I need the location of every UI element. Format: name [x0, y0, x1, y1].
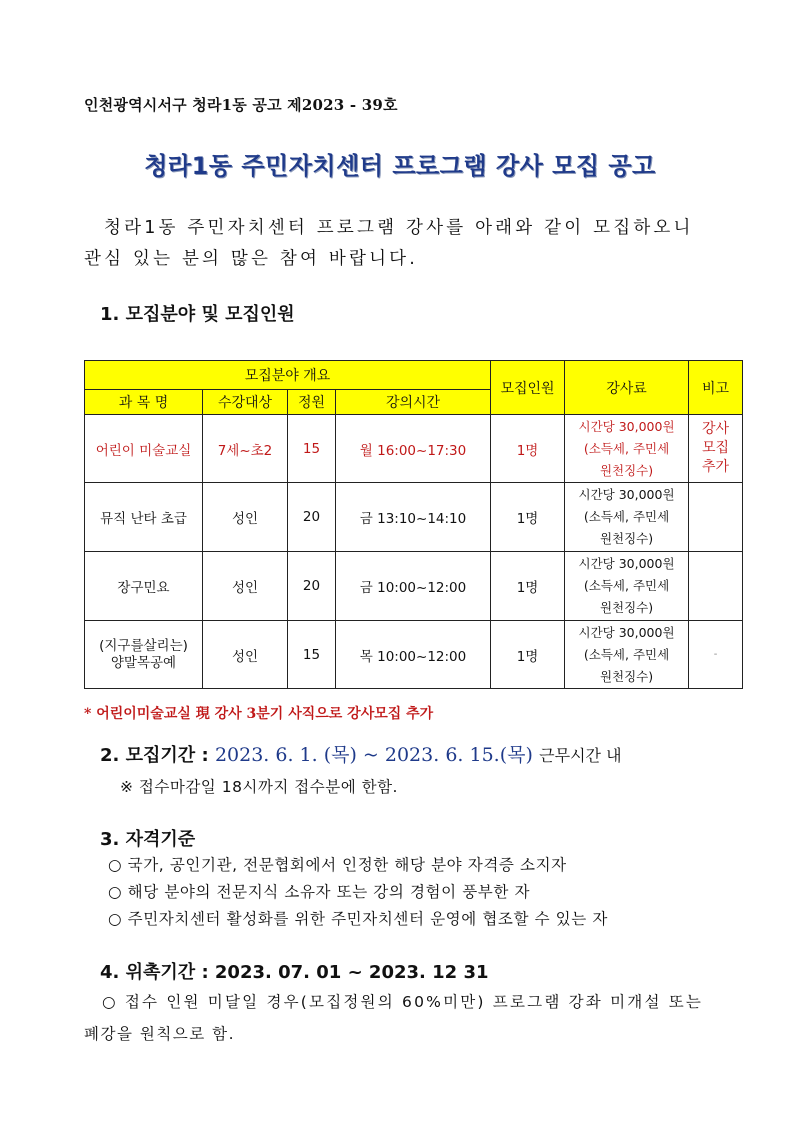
cell-subject: 어린이 미술교실 [85, 415, 203, 483]
cell-recruit-count: 1명 [491, 415, 565, 483]
header-target: 수강대상 [203, 390, 288, 415]
section-3-heading: 3. 자격기준 [100, 829, 196, 850]
table-footnote: * 어린이미술교실 現 강사 3분기 사직으로 강사모집 추가 [84, 706, 434, 722]
fee-line: 시간당 30,000원 [578, 624, 675, 640]
recruit-period-suffix: 근무시간 내 [539, 746, 622, 765]
cell-recruit-count: 1명 [491, 552, 565, 621]
header-subject: 과 목 명 [85, 390, 203, 415]
cell-fee [565, 552, 689, 621]
table-row [85, 483, 743, 552]
fee-line: 원천징수) [599, 668, 654, 684]
cell-capacity: 20 [288, 483, 336, 552]
cell-fee [565, 621, 689, 689]
cell-remark [689, 415, 743, 483]
fee-line: (소득세, 주민세 [583, 578, 670, 593]
header-fee: 강사료 [565, 361, 689, 415]
cell-subject: 뮤직 난타 초급 [85, 483, 203, 552]
section-1-heading: 1. 모집분야 및 모집인원 [100, 304, 295, 325]
remark-line: 강사 [702, 421, 730, 437]
intro-line-1: 청라1동 주민자치센터 프로그램 강사를 아래와 같이 모집하오니 [104, 218, 694, 238]
cell-capacity: 20 [288, 552, 336, 621]
fee-line: 시간당 30,000원 [578, 487, 675, 502]
fee-line: 시간당 30,000원 [578, 418, 675, 434]
recruit-table [84, 360, 743, 689]
section-4-heading: 4. 위촉기간 : 2023. 07. 01 ~ 2023. 12 31 [100, 962, 489, 983]
cell-remark [689, 483, 743, 552]
fee-line: (소득세, 주민세 [583, 440, 670, 456]
section-2-label: 2. 모집기간 : [100, 745, 209, 766]
criteria-item: ○ 국가, 공인기관, 전문협회에서 인정한 해당 분야 자격증 소지자 [108, 856, 567, 874]
fee-line: 시간당 30,000원 [578, 556, 675, 571]
subject-line: (지구를살리는) [99, 637, 188, 654]
remark-line: 추가 [702, 459, 730, 475]
cell-fee [565, 415, 689, 483]
cell-time: 금 13:10~14:10 [336, 483, 491, 552]
deadline-note: ※ 접수마감일 18시까지 접수분에 한함. [120, 778, 398, 796]
cell-time: 금 10:00~12:00 [336, 552, 491, 621]
cell-subject: 장구민요 [85, 552, 203, 621]
fee-line: (소득세, 주민세 [583, 509, 670, 524]
table-row [85, 552, 743, 621]
fee-line: 원천징수) [599, 531, 654, 546]
header-capacity: 정원 [288, 390, 336, 415]
cell-capacity: 15 [288, 621, 336, 689]
cell-recruit-count: 1명 [491, 483, 565, 552]
header-time: 강의시간 [336, 390, 491, 415]
cell-time: 월 16:00~17:30 [336, 415, 491, 483]
notice-number: 인천광역시서구 청라1동 공고 제2023 - 39호 [84, 96, 398, 114]
cell-remark: - [689, 621, 743, 689]
criteria-item: ○ 해당 분야의 전문지식 소유자 또는 강의 경험이 풍부한 자 [108, 883, 531, 901]
closing-paragraph-line-2: 폐강을 원칙으로 함. [84, 1025, 236, 1043]
table-row [85, 621, 743, 689]
table-row [85, 415, 743, 483]
fee-line: 원천징수) [599, 462, 654, 478]
cell-capacity: 15 [288, 415, 336, 483]
header-recruit-count: 모집인원 [491, 361, 565, 415]
recruit-period: 2023. 6. 1. (목) ~ 2023. 6. 15.(목) [214, 744, 533, 766]
cell-target: 성인 [203, 621, 288, 689]
remark-line: 모집 [702, 440, 730, 456]
fee-line: (소득세, 주민세 [583, 646, 670, 662]
cell-fee [565, 483, 689, 552]
cell-recruit-count: 1명 [491, 621, 565, 689]
page-title: 청라1동 주민자치센터 프로그램 강사 모집 공고 [144, 152, 656, 180]
closing-paragraph-line-1: ○ 접수 인원 미달일 경우(모집정원의 60%미만) 프로그램 강좌 미개설 또는 [102, 993, 704, 1011]
cell-target: 7세~초2 [203, 415, 288, 483]
subject-line: 양말목공예 [110, 654, 177, 671]
cell-target: 성인 [203, 552, 288, 621]
section-2-heading [100, 740, 622, 767]
fee-line: 원천징수) [599, 600, 654, 615]
cell-remark [689, 552, 743, 621]
criteria-item: ○ 주민자치센터 활성화를 위한 주민자치센터 운영에 협조할 수 있는 자 [108, 910, 608, 928]
cell-target: 성인 [203, 483, 288, 552]
group-header: 모집분야 개요 [85, 361, 491, 390]
cell-subject [85, 621, 203, 689]
cell-time: 목 10:00~12:00 [336, 621, 491, 689]
header-remark: 비고 [689, 361, 743, 415]
intro-line-2: 관심 있는 분의 많은 참여 바랍니다. [84, 249, 419, 269]
